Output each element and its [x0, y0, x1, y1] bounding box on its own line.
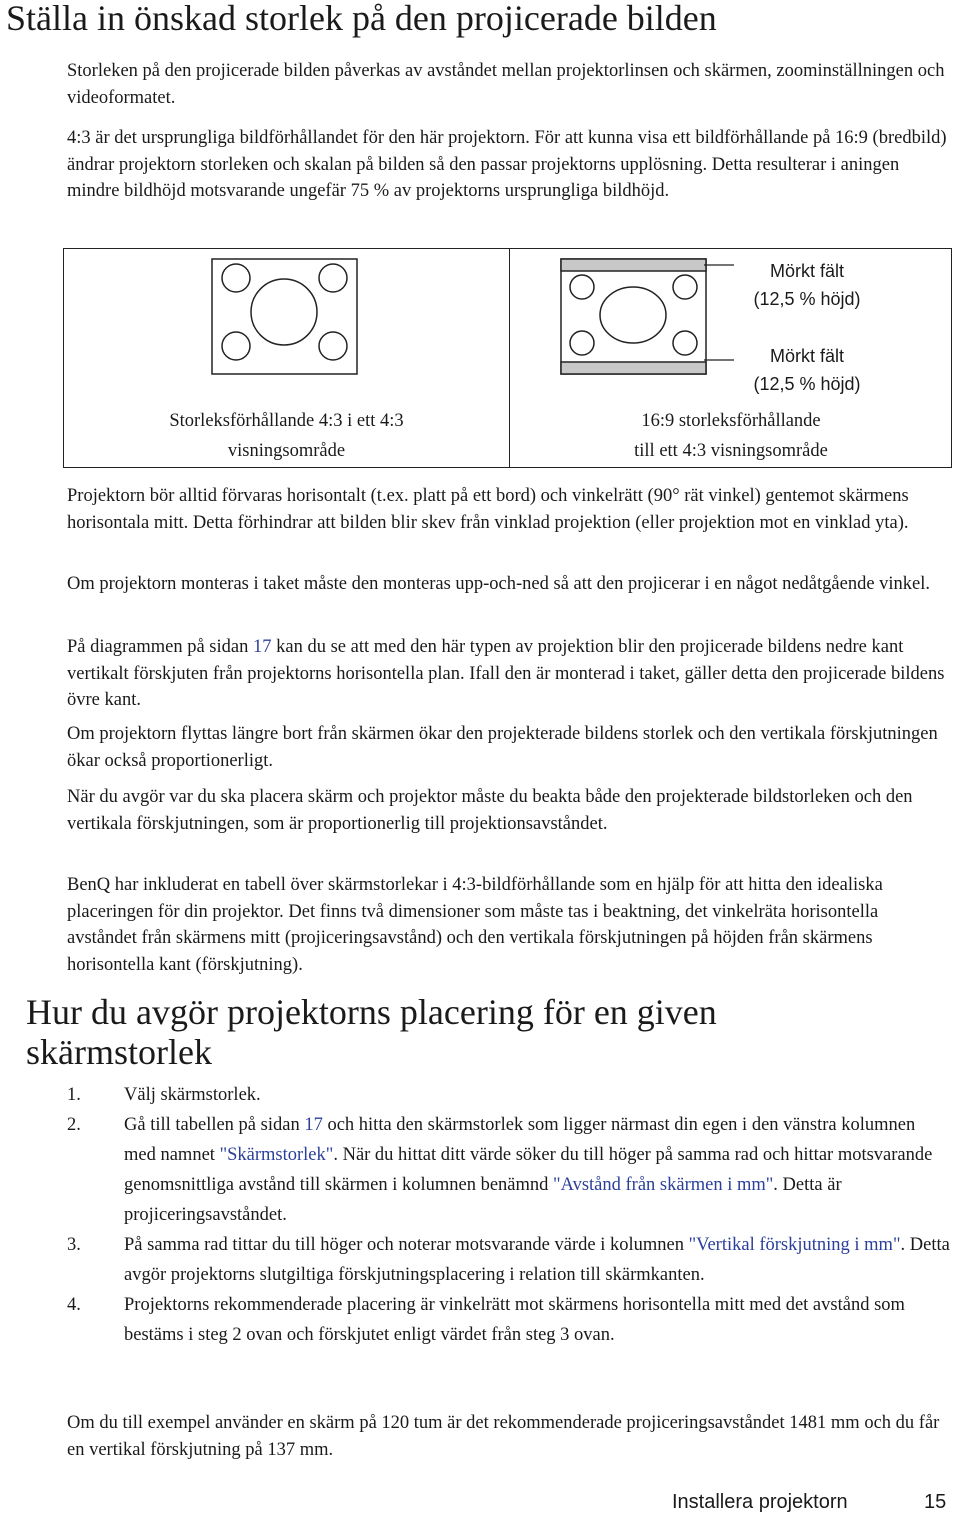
caption-16-9: 16:9 storleksförhållande till ett 4:3 visningsområde: [634, 411, 828, 461]
section-subtitle: Hur du avgör projektorns placering för en given skärmstorlek: [26, 992, 717, 1072]
intro-paragraph: Storleken på den projicerade bilden påverkas av avståndet mellan projektorlinsen och skärmen, zoominställningen och videoformatet.: [67, 61, 945, 108]
offset-paragraph: På diagrammen på sidan 17 kan du se att med den här typen av projektion blir den projicerade bildens nedre kant vertikalt förskjuten från projektorns horisontella plan. Ifall den är monterad i taket, gäller detta den projicerade bildens övre kant.: [67, 637, 945, 710]
example-paragraph: Om du till exempel använder en skärm på 120 tum är det rekommenderade projiceringsavståndet 1481 mm och du får en vertikal förskjutning på 137 mm.: [67, 1413, 940, 1460]
column-link-vertical-offset[interactable]: "Vertikal förskjutning i mm": [688, 1235, 901, 1255]
image-4-3-icon: [212, 259, 357, 374]
aspect-ratio-paragraph: 4:3 är det ursprungliga bildförhållandet för den här projektorn. För att kunna visa ett bildförhållande på 16:9 (bredbild) ändrar projektorn storleken och skalan på bilden så den passar projektorns upplösning. Detta resulterar i aningen mindre bildhöjd motsvarande ungefär 75 % av projektorns ursprungliga bildhöjd.: [67, 128, 947, 201]
dark-field-label-bottom: Mörkt fält (12,5 % höjd): [753, 346, 861, 394]
aspect-ratio-figure: [63, 248, 952, 468]
column-link-distance[interactable]: "Avstånd från skärmen i mm": [553, 1175, 774, 1195]
step-item: 2. Gå till tabellen på sidan 17 och hitta den skärmstorlek som ligger närmast din egen i den vänstra kolumnen med namnet "Skärmstorlek". När du hittat ditt värde söker du till höger på samma rad och hittar motsvarande genomsnittliga avstånd till skärmen i kolumnen benämnd "Avstånd från skärmen i mm". Detta är projiceringsavståndet.: [67, 1115, 933, 1225]
footer-section-title: Installera projektorn: [672, 1491, 848, 1513]
step-item: 3. På samma rad tittar du till höger och noterar motsvarande värde i kolumnen "Vertikal förskjutning i mm". Detta avgör projektorns slutgiltiga förskjutningsplacering i relation till skärmkanten.: [67, 1235, 950, 1285]
image-16-9-letterbox-icon: [561, 259, 706, 374]
column-link-screen-size[interactable]: "Skärmstorlek": [219, 1145, 334, 1165]
page-title: Ställa in önskad storlek på den projicerade bilden: [6, 0, 717, 38]
placement-paragraph: När du avgör var du ska placera skärm och projektor måste du beakta både den projekterade bildstorleken och den vertikala förskjutningen, som är proportionerlig till projektionsavståndet.: [67, 787, 913, 834]
steps-list: [67, 1080, 951, 1350]
caption-4-3: Storleksförhållande 4:3 i ett 4:3 visningsområde: [169, 411, 404, 461]
dark-field-label-top: Mörkt fält (12,5 % höjd): [753, 261, 861, 309]
page-link-17[interactable]: 17: [252, 637, 272, 657]
step-item: 1. Välj skärmstorlek.: [67, 1085, 261, 1105]
distance-paragraph: Om projektorn flyttas längre bort från skärmen ökar den projekterade bildens storlek och den vertikala förskjutningen ökar också proportionerligt.: [67, 724, 938, 771]
page-number: 15: [924, 1491, 947, 1513]
benq-table-paragraph: BenQ har inkluderat en tabell över skärmstorlekar i 4:3-bildförhållande som en hjälp för att hitta den idealiska placeringen för din projektor. Det finns två dimensioner som måste tas i beaktning, det vinkelräta horisontella avståndet från skärmens mitt (projiceringsavstånd) och den vertikala förskjutningen på höjden från skärmens horisontella kant (förskjutning).: [67, 875, 883, 975]
page-link-17[interactable]: 17: [304, 1115, 323, 1135]
step-item: 4. Projektorns rekommenderade placering är vinkelrätt mot skärmens horisontella mitt med det avstånd som bestäms i steg 2 ovan och förskjutet enligt värdet från steg 3 ovan.: [67, 1295, 905, 1345]
horizontal-placement-paragraph: Projektorn bör alltid förvaras horisontalt (t.ex. platt på ett bord) och vinkelrätt (90° rät vinkel) gentemot skärmens horisontala mitt. Detta förhindrar att bilden blir skev från vinklad projektion (eller projektion mot en vinklad yta).: [67, 486, 909, 533]
ceiling-mount-paragraph: Om projektorn monteras i taket måste den monteras upp-och-ned så att den projicerar i en något nedåtgående vinkel.: [67, 574, 931, 594]
